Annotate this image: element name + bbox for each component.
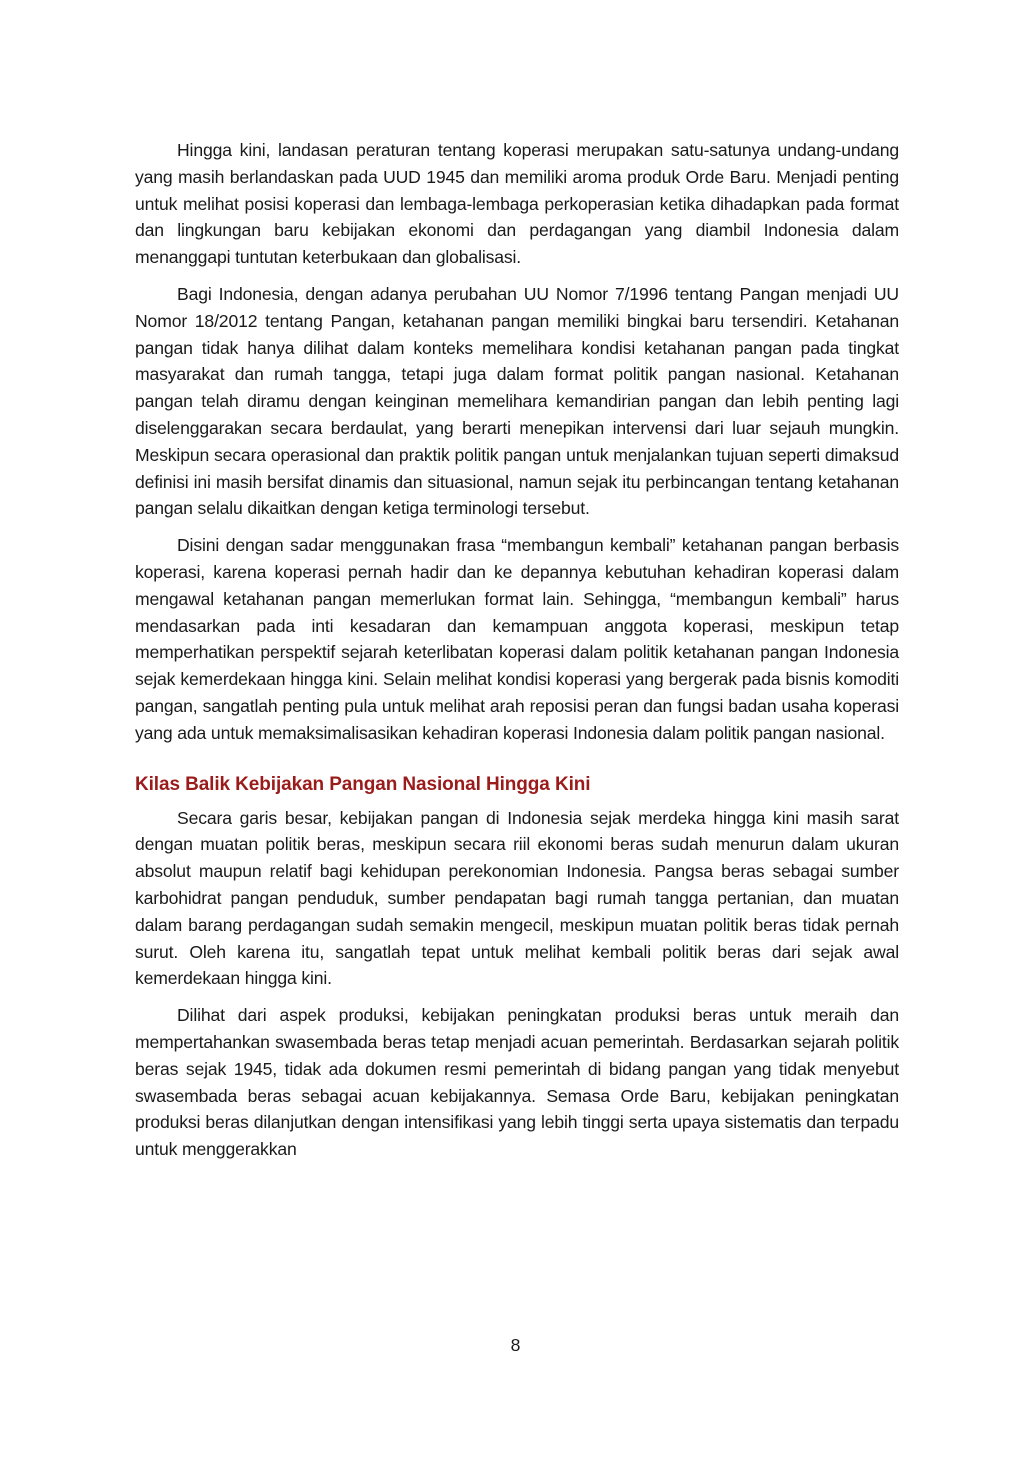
paragraph: Dilihat dari aspek produksi, kebijakan peningkatan produksi beras untuk meraih dan mempertahankan swasembada beras tetap menjadi acuan pemerintah. Berdasarkan sejarah politik beras sejak 1945, tidak ada dokumen resmi pemerintah di bidang pangan yang tidak menyebut swasembada beras sebagai acuan kebijakannya. Semasa Orde Baru, kebijakan peningkatan produksi beras dilanjutkan dengan intensifikasi yang lebih tinggi serta upaya sistematis dan terpadu untuk menggerakkan bbox=[135, 1005, 899, 1160]
paragraph: Disini dengan sadar menggunakan frasa “membangun kembali” ketahanan pangan berbasis koperasi, karena koperasi pernah hadir dan ke depannya kebutuhan kehadiran koperasi dalam mengawal ketahanan pangan memerlukan format lain. Sehingga, “membangun kembali” harus mendasarkan pada inti kesadaran dan kemampuan anggota koperasi, meskipun tetap memperhatikan perspektif sejarah keterlibatan koperasi dalam politik ketahanan pangan Indonesia sejak kemerdekaan hingga kini. Selain melihat kondisi koperasi yang bergerak pada bisnis komoditi pangan, sangatlah penting pula untuk melihat arah reposisi peran dan fungsi badan usaha koperasi yang ada untuk memaksimalisasikan kehadiran koperasi Indonesia dalam politik pangan nasional. bbox=[135, 535, 899, 743]
page-number: 8 bbox=[510, 1335, 521, 1355]
section-heading: Kilas Balik Kebijakan Pangan Nasional Hingga Kini bbox=[135, 773, 591, 795]
paragraph: Bagi Indonesia, dengan adanya perubahan UU Nomor 7/1996 tentang Pangan menjadi UU Nomor 18/2012 tentang Pangan, ketahanan pangan memiliki bingkai baru tersendiri. Ketahanan pangan tidak hanya dilihat dalam konteks memelihara kondisi ketahanan pangan pada tingkat masyarakat dan rumah tangga, tetapi juga dalam format politik pangan nasional. Ketahanan pangan telah diramu dengan keinginan memelihara kemandirian pangan dan lebih penting lagi diselenggarakan secara berdaulat, yang berarti menepikan intervensi dari luar sejauh mungkin. Meskipun secara operasional dan praktik politik pangan untuk menjalankan tujuan seperti dimaksud definisi ini masih bersifat dinamis dan situasional, namun sejak itu perbincangan tentang ketahanan pangan selalu dikaitkan dengan ketiga terminologi tersebut. bbox=[135, 283, 899, 519]
paragraph: Hingga kini, landasan peraturan tentang koperasi merupakan satu-satunya undang-undang yang masih berlandaskan pada UUD 1945 dan memiliki aroma produk Orde Baru. Menjadi penting untuk melihat posisi koperasi dan lembaga-lembaga perkoperasian ketika dihadapkan pada format dan lingkungan baru kebijakan ekonomi dan perdagangan yang diambil Indonesia dalam menanggapi tuntutan keterbukaan dan globalisasi. bbox=[135, 140, 899, 268]
paragraph: Secara garis besar, kebijakan pangan di Indonesia sejak merdeka hingga kini masih sarat dengan muatan politik beras, meskipun secara riil ekonomi beras sudah menurun dalam ukuran absolut maupun relatif bagi kehidupan perekonomian Indonesia. Pangsa beras sebagai sumber karbohidrat pangan penduduk, sumber pendapatan bagi rumah tangga pertanian, dan muatan dalam barang perdagangan sudah semakin mengecil, meskipun muatan politik beras tidak pernah surut. Oleh karena itu, sangatlah tepat untuk melihat kembali politik beras dari sejak awal kemerdekaan hingga kini. bbox=[135, 807, 899, 989]
document-body bbox=[135, 137, 899, 1173]
